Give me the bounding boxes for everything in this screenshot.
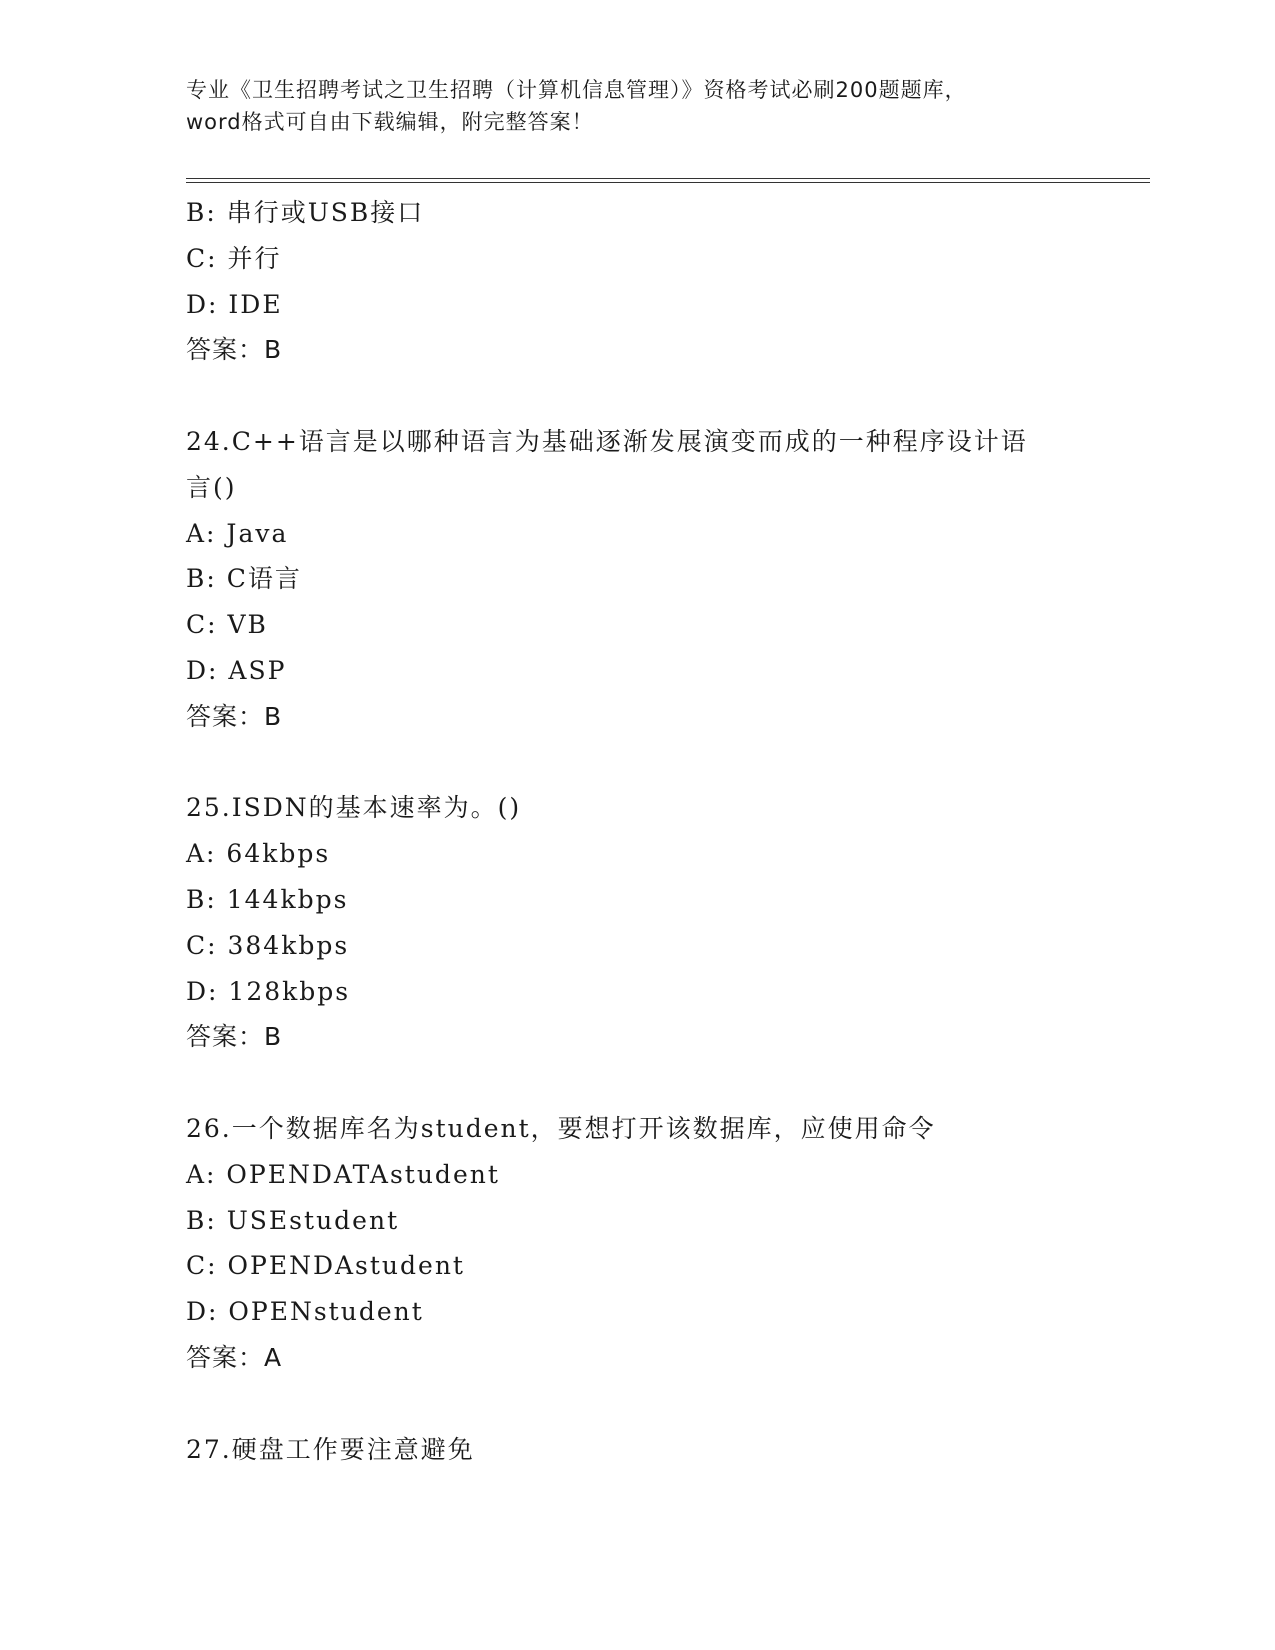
spacer	[186, 373, 1086, 419]
question-stem-line-2: 言()	[186, 472, 237, 502]
question-stem-line-1: 26.一个数据库名为student，要想打开该数据库，应使用命令	[186, 1113, 936, 1143]
option-b: B: USEstudent	[186, 1205, 400, 1235]
answer-line: 答案：A	[186, 1342, 283, 1372]
question-25	[186, 785, 1086, 1060]
option-d: D: IDE	[186, 289, 283, 319]
option-d: D: ASP	[186, 655, 287, 685]
question-list	[186, 190, 1086, 1472]
header-divider-top	[186, 178, 1150, 179]
option-c: C: 384kbps	[186, 930, 350, 960]
option-a: A: Java	[186, 518, 289, 548]
question-27	[186, 1427, 1086, 1473]
spacer	[186, 740, 1086, 786]
header-title-line-2: word格式可自由下载编辑，附完整答案！	[186, 110, 594, 134]
answer-line: 答案：B	[186, 335, 283, 365]
question-26	[186, 1106, 1086, 1381]
option-b: B: C语言	[186, 564, 302, 594]
answer-line: 答案：B	[186, 1022, 283, 1052]
header-title-line-1: 专业《卫生招聘考试之卫生招聘（计算机信息管理）》资格考试必刷200题题库，	[186, 78, 967, 102]
option-c: C: OPENDAstudent	[186, 1251, 465, 1281]
spacer	[186, 1381, 1086, 1427]
question-24	[186, 419, 1086, 740]
option-d: D: 128kbps	[186, 976, 351, 1006]
question-stem-line-1: 25.ISDN的基本速率为。()	[186, 793, 522, 823]
question-stem-line-1: 27.硬盘工作要注意避免	[186, 1434, 475, 1464]
option-b: B: 144kbps	[186, 884, 349, 914]
option-b: B: 串行或USB接口	[186, 198, 425, 227]
question-stem-line-1: 24.C++语言是以哪种语言为基础逐渐发展演变而成的一种程序设计语	[186, 426, 1028, 456]
option-c: C: 并行	[186, 243, 282, 273]
question-23-continued	[186, 190, 1086, 373]
spacer	[186, 1060, 1086, 1106]
header-divider-bottom	[186, 182, 1150, 183]
option-d: D: OPENstudent	[186, 1297, 424, 1327]
answer-line: 答案：B	[186, 701, 283, 731]
option-a: A: 64kbps	[186, 839, 331, 869]
document-header	[186, 74, 1086, 138]
option-a: A: OPENDATAstudent	[186, 1159, 500, 1189]
option-c: C: VB	[186, 610, 268, 640]
